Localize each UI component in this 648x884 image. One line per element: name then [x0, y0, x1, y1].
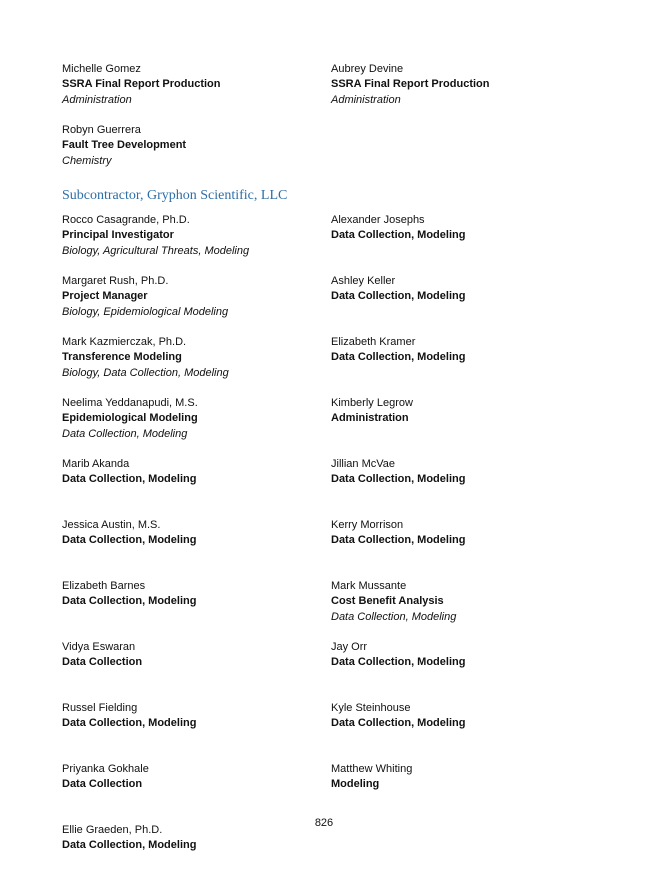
- staff-area: Biology, Agricultural Threats, Modeling: [62, 244, 250, 257]
- staff-entry: [331, 213, 591, 274]
- staff-role: Transference Modeling: [62, 351, 182, 364]
- staff-role: Modeling: [331, 778, 380, 791]
- subcontractor-staff-left-column: [62, 213, 322, 884]
- staff-name: Robyn Guerrera: [62, 124, 141, 136]
- staff-role: Data Collection, Modeling: [331, 473, 466, 486]
- staff-entry: [331, 335, 591, 396]
- staff-role: Data Collection: [62, 778, 143, 791]
- report-staff-list: [62, 62, 600, 184]
- staff-role: Data Collection, Modeling: [62, 595, 197, 608]
- subcontractor-staff-right-column: [331, 213, 591, 823]
- staff-name: Ashley Keller: [331, 275, 396, 287]
- staff-role: Data Collection, Modeling: [62, 534, 197, 547]
- staff-role: Data Collection, Modeling: [331, 229, 466, 242]
- staff-entry: [62, 274, 322, 335]
- staff-name: Elizabeth Barnes: [62, 580, 146, 592]
- staff-entry: [62, 579, 322, 640]
- staff-name: Jillian McVae: [331, 458, 395, 470]
- staff-entry: [331, 396, 591, 457]
- staff-role: Data Collection, Modeling: [62, 717, 197, 730]
- staff-entry: [331, 640, 591, 701]
- staff-role: Data Collection, Modeling: [62, 473, 197, 486]
- staff-name: Michelle Gomez: [62, 63, 141, 75]
- staff-name: Mark Kazmierczak, Ph.D.: [62, 336, 187, 348]
- staff-entry: [62, 396, 322, 457]
- staff-entry: [331, 274, 591, 335]
- staff-name: Alexander Josephs: [331, 214, 425, 226]
- staff-entry: [62, 701, 322, 762]
- staff-role: Data Collection, Modeling: [331, 351, 466, 364]
- staff-area: Data Collection, Modeling: [62, 427, 188, 440]
- staff-name: Ellie Graeden, Ph.D.: [62, 824, 163, 836]
- staff-name: Kerry Morrison: [331, 519, 404, 531]
- staff-role: Fault Tree Development: [62, 139, 187, 152]
- staff-role: Cost Benefit Analysis: [331, 595, 444, 608]
- staff-entry: [62, 762, 322, 823]
- staff-role: SSRA Final Report Production: [331, 78, 490, 91]
- staff-area: Biology, Data Collection, Modeling: [62, 366, 229, 379]
- staff-name: Jessica Austin, M.S.: [62, 519, 161, 531]
- staff-entry: [331, 701, 591, 762]
- staff-entry: [62, 823, 322, 884]
- staff-role: Principal Investigator: [62, 229, 174, 242]
- staff-area: Data Collection, Modeling: [331, 610, 457, 623]
- staff-role: Data Collection, Modeling: [62, 839, 197, 852]
- staff-name: Marib Akanda: [62, 458, 130, 470]
- staff-entry: [62, 457, 322, 518]
- staff-name: Margaret Rush, Ph.D.: [62, 275, 169, 287]
- staff-role: Epidemiological Modeling: [62, 412, 198, 425]
- staff-name: Kimberly Legrow: [331, 397, 413, 409]
- staff-entry: [62, 123, 331, 184]
- staff-name: Kyle Steinhouse: [331, 702, 411, 714]
- staff-role: Project Manager: [62, 290, 148, 303]
- staff-role: Data Collection, Modeling: [331, 534, 466, 547]
- staff-role: SSRA Final Report Production: [62, 78, 221, 91]
- staff-name: Vidya Eswaran: [62, 641, 136, 653]
- staff-role: Data Collection, Modeling: [331, 290, 466, 303]
- staff-area: Chemistry: [62, 154, 112, 167]
- staff-name: Mark Mussante: [331, 580, 407, 592]
- staff-entry: [331, 518, 591, 579]
- staff-name: Neelima Yeddanapudi, M.S.: [62, 397, 198, 409]
- staff-area: Administration: [331, 93, 401, 106]
- staff-name: Russel Fielding: [62, 702, 138, 714]
- staff-role: Data Collection: [62, 656, 143, 669]
- staff-name: Aubrey Devine: [331, 63, 404, 75]
- staff-name: Jay Orr: [331, 641, 368, 653]
- staff-entry: [331, 762, 591, 823]
- page-number: 826: [314, 817, 334, 829]
- staff-name: Matthew Whiting: [331, 763, 413, 775]
- staff-entry: [331, 62, 600, 123]
- staff-name: Priyanka Gokhale: [62, 763, 149, 775]
- staff-role: Administration: [331, 412, 409, 425]
- staff-entry: [331, 579, 591, 640]
- staff-entry: [62, 213, 322, 274]
- section-heading: Subcontractor, Gryphon Scientific, LLC: [62, 188, 288, 203]
- staff-area: Administration: [62, 93, 132, 106]
- staff-entry: [62, 62, 331, 123]
- staff-role: Data Collection, Modeling: [331, 656, 466, 669]
- staff-name: Elizabeth Kramer: [331, 336, 416, 348]
- staff-role: Data Collection, Modeling: [331, 717, 466, 730]
- staff-entry: [62, 640, 322, 701]
- staff-entry: [62, 335, 322, 396]
- staff-entry: [331, 457, 591, 518]
- staff-entry: [62, 518, 322, 579]
- staff-area: Biology, Epidemiological Modeling: [62, 305, 229, 318]
- staff-name: Rocco Casagrande, Ph.D.: [62, 214, 190, 226]
